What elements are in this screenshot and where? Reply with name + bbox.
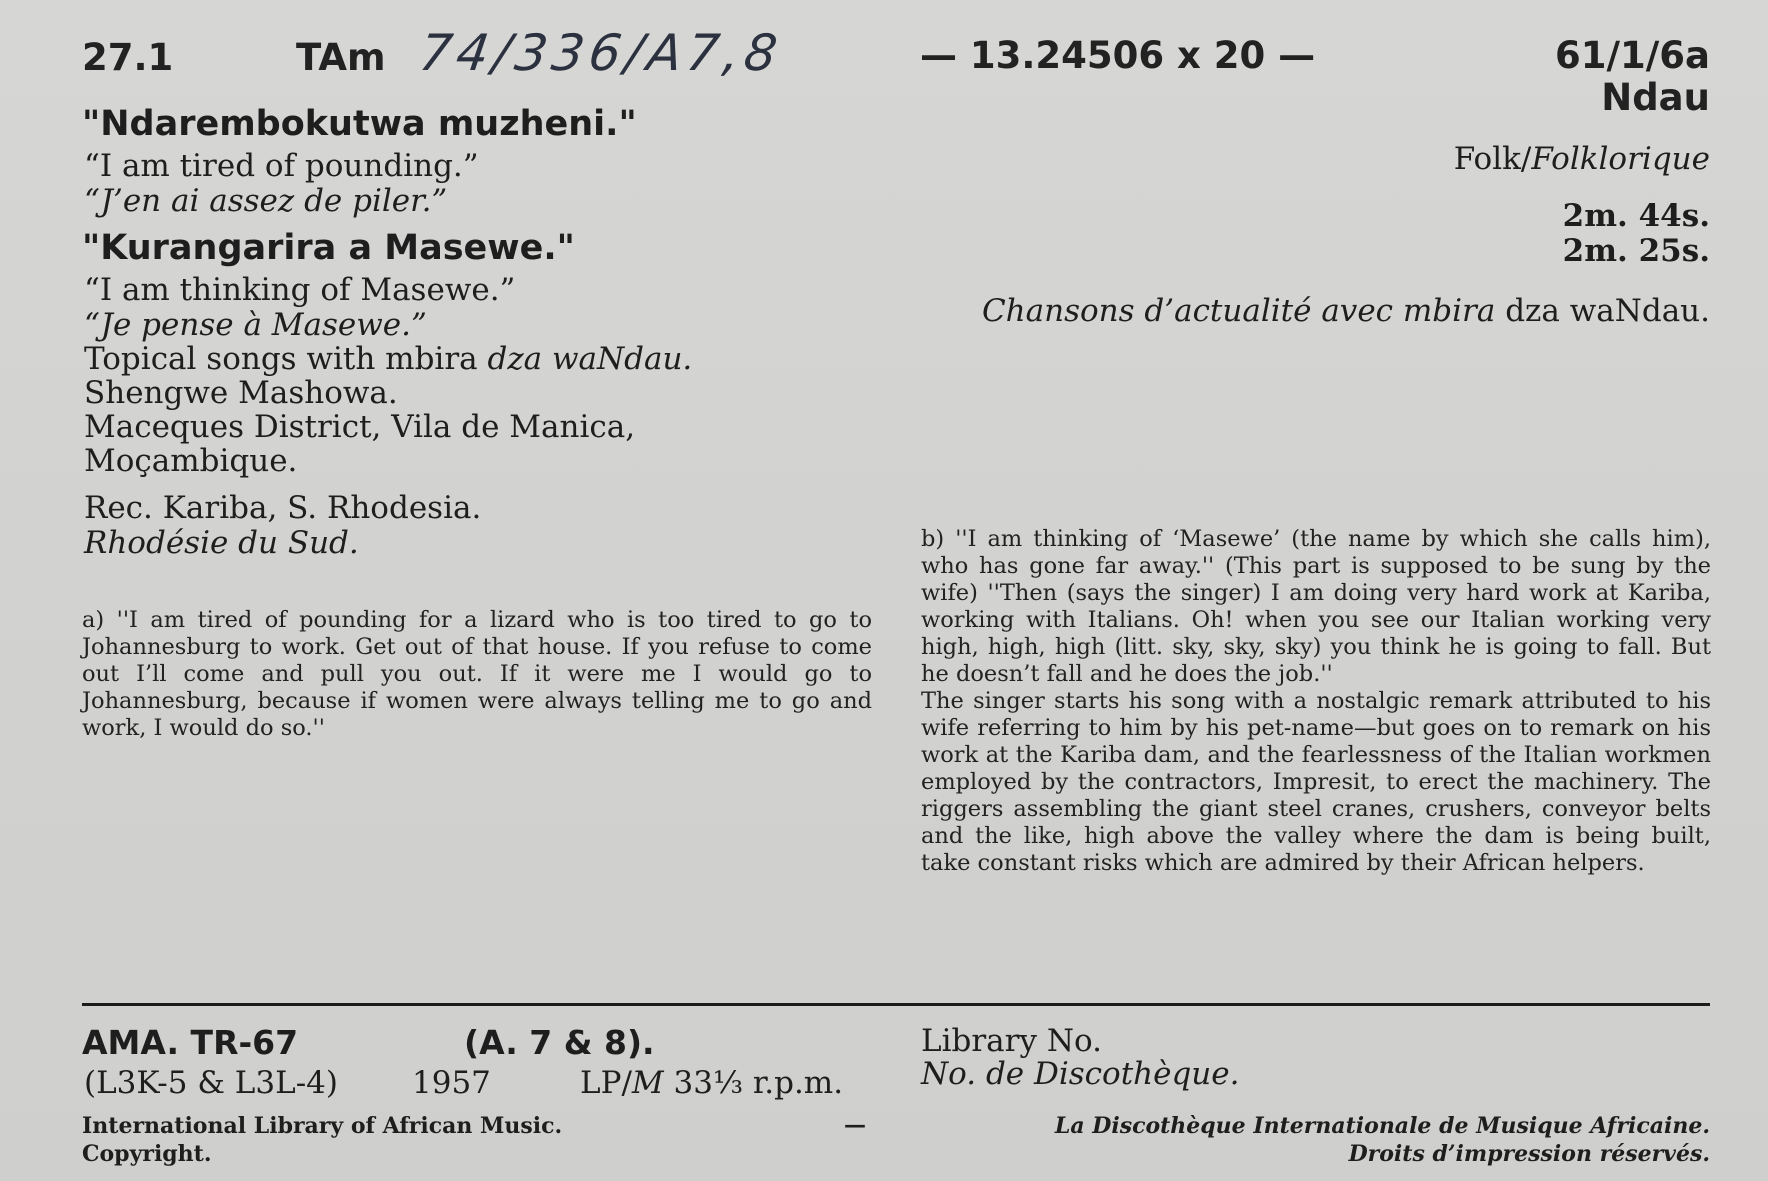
- recording-location-french: Rhodésie du Sud.: [84, 525, 359, 561]
- genre-french: Folklorique: [1531, 141, 1710, 177]
- sides: (A. 7 & 8).: [464, 1023, 655, 1062]
- description-french: [982, 293, 1710, 329]
- song-a-english: “I am tired of pounding.”: [84, 148, 479, 184]
- copyright-english: Copyright.: [82, 1141, 212, 1167]
- footer-divider: [82, 1003, 1710, 1006]
- song-a-french: “J’en ai assez de piler.”: [84, 183, 448, 219]
- format-m: M: [631, 1065, 664, 1101]
- genre: [1454, 141, 1710, 177]
- song-b-title: "Kurangarira a Masewe.": [82, 228, 575, 268]
- duration-b: 2m. 25s.: [1562, 233, 1710, 269]
- performer: Shengwe Mashowa.: [84, 375, 398, 411]
- notes-b-text: b) ''I am thinking of ‘Masewe’ (the name by which she calls him), who has gone far away.'' (This part is supposed to be sung by the wife) ''Then (says the singer) I am doing very hard work at Kariba, working with Italians. Oh! when you see our Italian working very high, high, high (litt. sky, sky, sky) you think he is going to fall. But he doesn’t fall and he does the job.'': [921, 526, 1711, 687]
- notes-b: [921, 526, 1711, 877]
- handwritten-annotation: 74/336/A7,8: [415, 24, 786, 82]
- place-line-1: Maceques District, Vila de Manica,: [84, 409, 636, 445]
- reference-number: 61/1/6a: [1555, 34, 1710, 77]
- notes-commentary: The singer starts his song with a nostalgic remark attributed to his wife referring to him by his pet-name—but goes on to remark on his work at the Kariba dam, and the fearlessness of the Italian workmen employed by the contractors, Impresit, to erect the machinery. The riggers assembling the giant steel cranes, crushers, conveyor belts and the like, high above the valley where the dam is being built, take constant risks which are admired by their African helpers.: [921, 688, 1711, 876]
- library-number-french: No. de Discothèque.: [921, 1056, 1240, 1092]
- description-french-italic: Chansons d’actualité avec mbira: [981, 293, 1496, 329]
- catalog-number: 27.1: [82, 36, 174, 79]
- description-english: [84, 341, 692, 377]
- series-number: AMA. TR-67: [82, 1023, 299, 1062]
- description-prefix: Topical songs with mbira: [84, 341, 488, 377]
- year: 1957: [412, 1065, 491, 1101]
- recording-location: Rec. Kariba, S. Rhodesia.: [84, 490, 482, 526]
- org-english: International Library of African Music.: [82, 1113, 563, 1139]
- language-label: Ndau: [1601, 76, 1710, 119]
- library-number-english: Library No.: [921, 1023, 1102, 1059]
- org-french: La Discothèque Internationale de Musique Africaine.: [1054, 1113, 1710, 1139]
- description-french-rest: dza waNdau.: [1495, 293, 1710, 329]
- description-italic: dza waNdau.: [487, 341, 693, 377]
- matrix-number: — 13.24506 x 20 —: [920, 34, 1316, 77]
- song-b-english: “I am thinking of Masewe.”: [84, 272, 516, 308]
- format-speed: 33⅓ r.p.m.: [663, 1065, 844, 1101]
- format-lp: LP/: [580, 1065, 632, 1101]
- tam-label: TAm: [296, 36, 386, 79]
- notes-a: [82, 607, 872, 742]
- place-line-2: Moçambique.: [84, 443, 298, 479]
- format: [580, 1065, 843, 1101]
- copyright-french: Droits d’impression réservés.: [1348, 1141, 1710, 1167]
- footer-dash: —: [844, 1112, 866, 1138]
- song-a-title: "Ndarembokutwa muzheni.": [82, 104, 637, 144]
- notes-a-text: a) ''I am tired of pounding for a lizard who is too tired to go to Johannesburg to work. Get out of that house. If you refuse to come out I’ll come and pull you out. If it were me I would go to Johannesburg, because if women were always telling me to go and work, I would do so.'': [82, 607, 872, 741]
- matrices: (L3K-5 & L3L-4): [84, 1065, 338, 1101]
- genre-english: Folk/: [1453, 141, 1532, 177]
- song-b-french: “Je pense à Masewe.”: [84, 307, 427, 343]
- duration-a: 2m. 44s.: [1562, 198, 1710, 234]
